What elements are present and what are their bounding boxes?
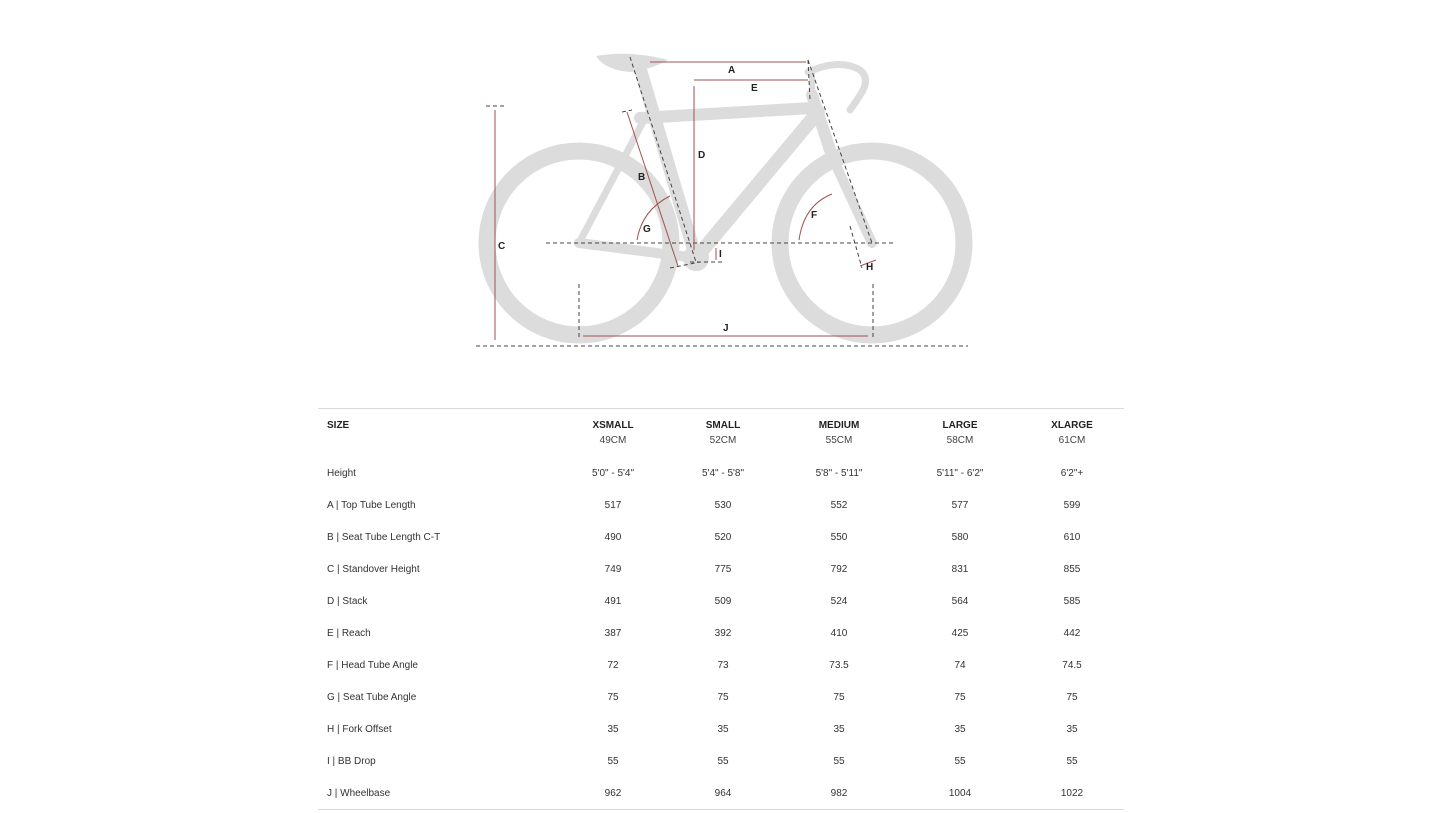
table-row [318,489,1124,521]
table-cell: 35 [954,724,966,735]
table-row [318,521,1124,553]
table-cell: 392 [714,628,732,639]
table-header-row [318,409,1124,457]
table-cell: 577 [951,500,969,511]
table-cell: 855 [1063,564,1081,575]
table-row [318,745,1124,777]
table-row [318,617,1124,649]
table-cell: 55 [1066,756,1078,767]
geometry-table [318,408,1124,810]
row-label: J | Wheelbase [327,788,391,799]
row-label: C | Standover Height [327,564,420,575]
table-cell: 35 [607,724,619,735]
table-cell: 73.5 [829,660,849,671]
table-cell: 35 [833,724,845,735]
bike-geometry-diagram [0,0,1445,400]
table-cell: 550 [830,532,848,543]
table-cell: 962 [604,788,622,799]
table-cell: 55 [954,756,966,767]
table-cell: 792 [830,564,848,575]
table-cell: 410 [830,628,848,639]
table-cell: 530 [714,500,732,511]
table-cell: 74 [954,660,966,671]
table-cell: 75 [717,692,729,703]
table-cell: 442 [1063,628,1081,639]
label-c: C [498,241,506,252]
label-f: F [811,210,818,221]
label-b: B [638,172,646,183]
table-cell: 491 [604,596,622,607]
table-cell: 520 [714,532,732,543]
table-cell: 5'8" - 5'11" [815,468,863,479]
table-cell: 55 [833,756,845,767]
table-row [318,585,1124,617]
label-i: I [719,249,722,260]
table-cell: 1004 [948,788,972,799]
row-label: F | Head Tube Angle [327,660,418,671]
table-cell: 75 [607,692,619,703]
table-cell: 75 [1066,692,1078,703]
reference-lines [476,57,968,346]
table-cell: 564 [951,596,969,607]
saddle [596,54,668,72]
table-row [318,553,1124,585]
table-cell: 5'11" - 6'2" [936,468,984,479]
size-column-header: XLARGE 61CM [1051,420,1093,446]
table-cell: 524 [830,596,848,607]
size-header: SIZE [327,420,350,431]
table-cell: 585 [1063,596,1081,607]
table-cell: 35 [717,724,729,735]
table-cell: 580 [951,532,969,543]
table-cell: 5'0" - 5'4" [591,468,635,479]
table-cell: 6'2"+ [1060,468,1084,479]
label-e: E [751,83,758,94]
table-cell: 55 [717,756,729,767]
row-label: D | Stack [327,596,368,607]
table-cell: 490 [604,532,622,543]
row-label: G | Seat Tube Angle [327,692,417,703]
label-g: G [643,224,651,235]
table-cell: 74.5 [1062,660,1082,671]
table-cell: 73 [717,660,729,671]
table-cell: 599 [1063,500,1081,511]
table-cell: 55 [607,756,619,767]
row-label: E | Reach [327,628,371,639]
size-column-header: LARGE 58CM [942,420,978,446]
table-cell: 1022 [1060,788,1084,799]
table-cell: 982 [830,788,848,799]
table-cell: 75 [833,692,845,703]
table-cell: 425 [951,628,969,639]
label-j: J [723,323,729,334]
table-cell: 775 [714,564,732,575]
row-label: Height [327,468,356,479]
table-cell: 552 [830,500,848,511]
row-label: B | Seat Tube Length C-T [327,532,441,543]
table-cell: 35 [1066,724,1078,735]
table-cell: 610 [1063,532,1081,543]
table-cell: 831 [951,564,969,575]
table-cell: 509 [714,596,732,607]
table-row [318,777,1124,809]
table-cell: 964 [714,788,732,799]
table-cell: 387 [604,628,622,639]
size-column-header: MEDIUM 55CM [818,420,860,446]
table-row [318,681,1124,713]
label-h: H [866,262,874,273]
size-column-header: SMALL 52CM [705,420,741,446]
table-row [318,649,1124,681]
table-cell: 749 [604,564,622,575]
table-row [318,457,1124,489]
table-row [318,713,1124,745]
row-label: A | Top Tube Length [327,500,416,511]
table-cell: 75 [954,692,966,703]
row-label: H | Fork Offset [327,724,392,735]
table-cell: 72 [607,660,619,671]
table-cell: 5'4" - 5'8" [701,468,745,479]
label-a: A [728,65,736,76]
label-d: D [698,150,706,161]
row-label: I | BB Drop [327,756,376,767]
table-cell: 517 [604,500,622,511]
size-column-header: XSMALL 49CM [592,420,634,446]
